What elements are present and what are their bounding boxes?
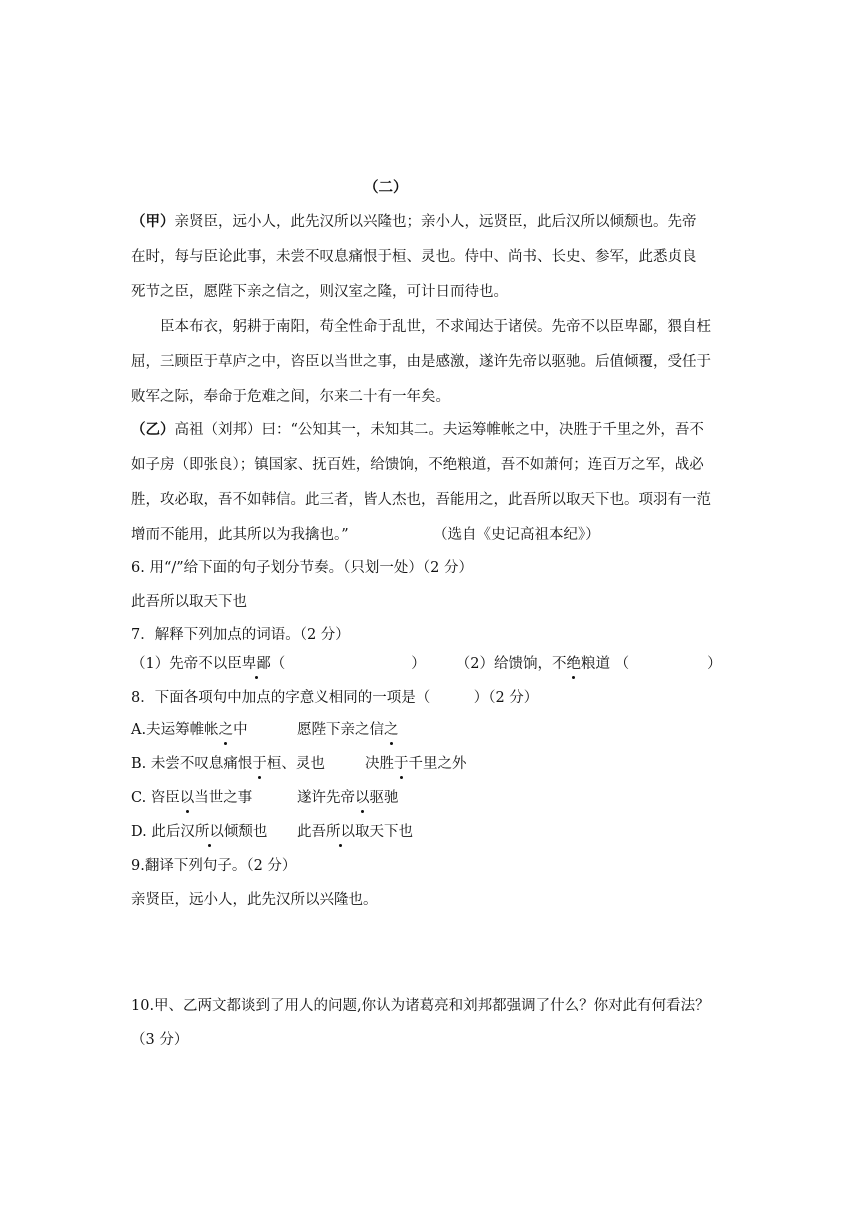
q10-prompt: 10.甲、乙两文都谈到了用人的问题,你认为诸葛亮和刘邦都强调了什么？你对此有何看法？ bbox=[131, 998, 710, 1014]
option-d-right-post: 取天下也 bbox=[355, 824, 413, 840]
option-d-left-post: 倾颓也 bbox=[223, 824, 268, 840]
q8-option-b[interactable] bbox=[131, 754, 467, 774]
q7-item2-pre: （2）给馈饷，不 bbox=[455, 656, 567, 672]
option-a-left-post: 中 bbox=[233, 722, 248, 738]
q7-item2-open: 粮道 （ bbox=[580, 656, 630, 672]
option-d-right-dot: 所以 bbox=[326, 824, 355, 840]
jia-line-1 bbox=[131, 212, 697, 232]
option-c-right-dot: 以 bbox=[355, 790, 370, 806]
option-b-right-post: 千里之外 bbox=[408, 756, 467, 772]
jia-text: 亲贤臣，远小人，此先汉所以兴隆也；亲小人，远贤臣，此后汉所以倾颓也。先帝 bbox=[174, 214, 697, 230]
option-c-right-pre: 遂许先帝 bbox=[297, 790, 355, 806]
option-c-right-post: 驱驰 bbox=[369, 790, 399, 806]
q7-item1-open: （ bbox=[270, 656, 286, 672]
q9-prompt: 9.翻译下列句子。（2 分） bbox=[131, 858, 297, 874]
q8-option-c[interactable] bbox=[131, 788, 399, 808]
section-title: （二） bbox=[364, 179, 408, 196]
option-c-left-post: 当世之事 bbox=[194, 790, 253, 806]
q7-item2-dotted-word: 绝 bbox=[566, 656, 581, 672]
q6-prompt: 6. 用“/”给下面的句子划分节奏。（只划一处）（2 分） bbox=[131, 560, 473, 576]
q7-items bbox=[131, 654, 722, 674]
q7-item1-dotted-word: 卑鄙 bbox=[241, 656, 271, 672]
q7-item1-pre: （1）先帝不以臣 bbox=[131, 656, 242, 672]
option-c-left-pre: C. 咨臣 bbox=[131, 790, 180, 806]
q8-option-d[interactable] bbox=[131, 822, 413, 842]
yi-source: （选自《史记高祖本纪》） bbox=[433, 527, 600, 543]
q7-item1-close: ） bbox=[411, 656, 426, 672]
option-d-right-pre: 此吾 bbox=[297, 824, 326, 840]
option-b-left-pre: B. 未尝不叹息痛恨 bbox=[131, 756, 253, 772]
jia-label: （甲） bbox=[131, 213, 175, 230]
q7-item2-close: ） bbox=[707, 656, 722, 672]
q8-option-a[interactable] bbox=[131, 720, 399, 740]
q6-sentence: 此吾所以取天下也 bbox=[131, 594, 247, 610]
q7-prompt: 7．解释下列加点的词语。（2 分） bbox=[131, 627, 350, 643]
yi-line-3: 胜，攻必取，吾不如韩信。此三者，皆人杰也，吾能用之，此吾所以取天下也。项羽有一范 bbox=[131, 492, 711, 508]
yi-line-4 bbox=[131, 525, 600, 545]
option-b-left-dot: 于 bbox=[252, 756, 267, 772]
option-a-right-dot: 之 bbox=[384, 722, 399, 738]
jia-line-2: 在时，每与臣论此事，未尝不叹息痛恨于桓、灵也。侍中、尚书、长史、参军，此悉贞良 bbox=[131, 249, 697, 265]
option-d-left-pre: D. 此后汉 bbox=[131, 824, 195, 840]
option-a-left-dot: 之 bbox=[218, 722, 234, 738]
jia-line-5: 屈，三顾臣于草庐之中，咨臣以当世之事，由是感激，遂许先帝以驱驰。后值倾覆，受任于 bbox=[131, 354, 711, 370]
jia-line-3: 死节之臣，愿陛下亲之信之，则汉室之隆，可计日而待也。 bbox=[131, 284, 508, 300]
option-d-left-dot: 所以 bbox=[194, 824, 224, 840]
yi-line-1 bbox=[131, 420, 704, 440]
option-b-right-pre: 决胜 bbox=[365, 756, 394, 772]
option-c-left-dot: 以 bbox=[179, 790, 195, 806]
yi-line-2: 如子房（即张良）；镇国家、抚百姓，给馈饷，不绝粮道，吾不如萧何；连百万之军，战必 bbox=[131, 457, 704, 473]
option-b-left-post: 桓、灵也 bbox=[266, 756, 325, 772]
yi-text: 高祖（刘邦）曰：“公知其一，未知其二。夫运筹帷帐之中，决胜于千里之外，吾不 bbox=[174, 422, 704, 438]
yi-text-end: 增而不能用，此其所以为我擒也。” bbox=[131, 527, 349, 543]
option-a-left-pre: A.夫运筹帷帐 bbox=[131, 722, 219, 738]
q10-score: （3 分） bbox=[131, 1032, 189, 1048]
q9-sentence: 亲贤臣，远小人，此先汉所以兴隆也。 bbox=[131, 892, 378, 908]
option-b-right-dot: 于 bbox=[394, 756, 409, 772]
option-a-right-pre: 愿陛下亲之信 bbox=[297, 722, 384, 738]
jia-line-4: 臣本布衣，躬耕于南阳，苟全性命于乱世，不求闻达于诸侯。先帝不以臣卑鄙，猥自枉 bbox=[160, 319, 711, 335]
q8-prompt: 8．下面各项句中加点的字意义相同的一项是（ ）（2 分） bbox=[131, 690, 539, 706]
yi-label: （乙） bbox=[131, 421, 175, 438]
jia-line-6: 败军之际，奉命于危难之间，尔来二十有一年矣。 bbox=[131, 389, 450, 405]
